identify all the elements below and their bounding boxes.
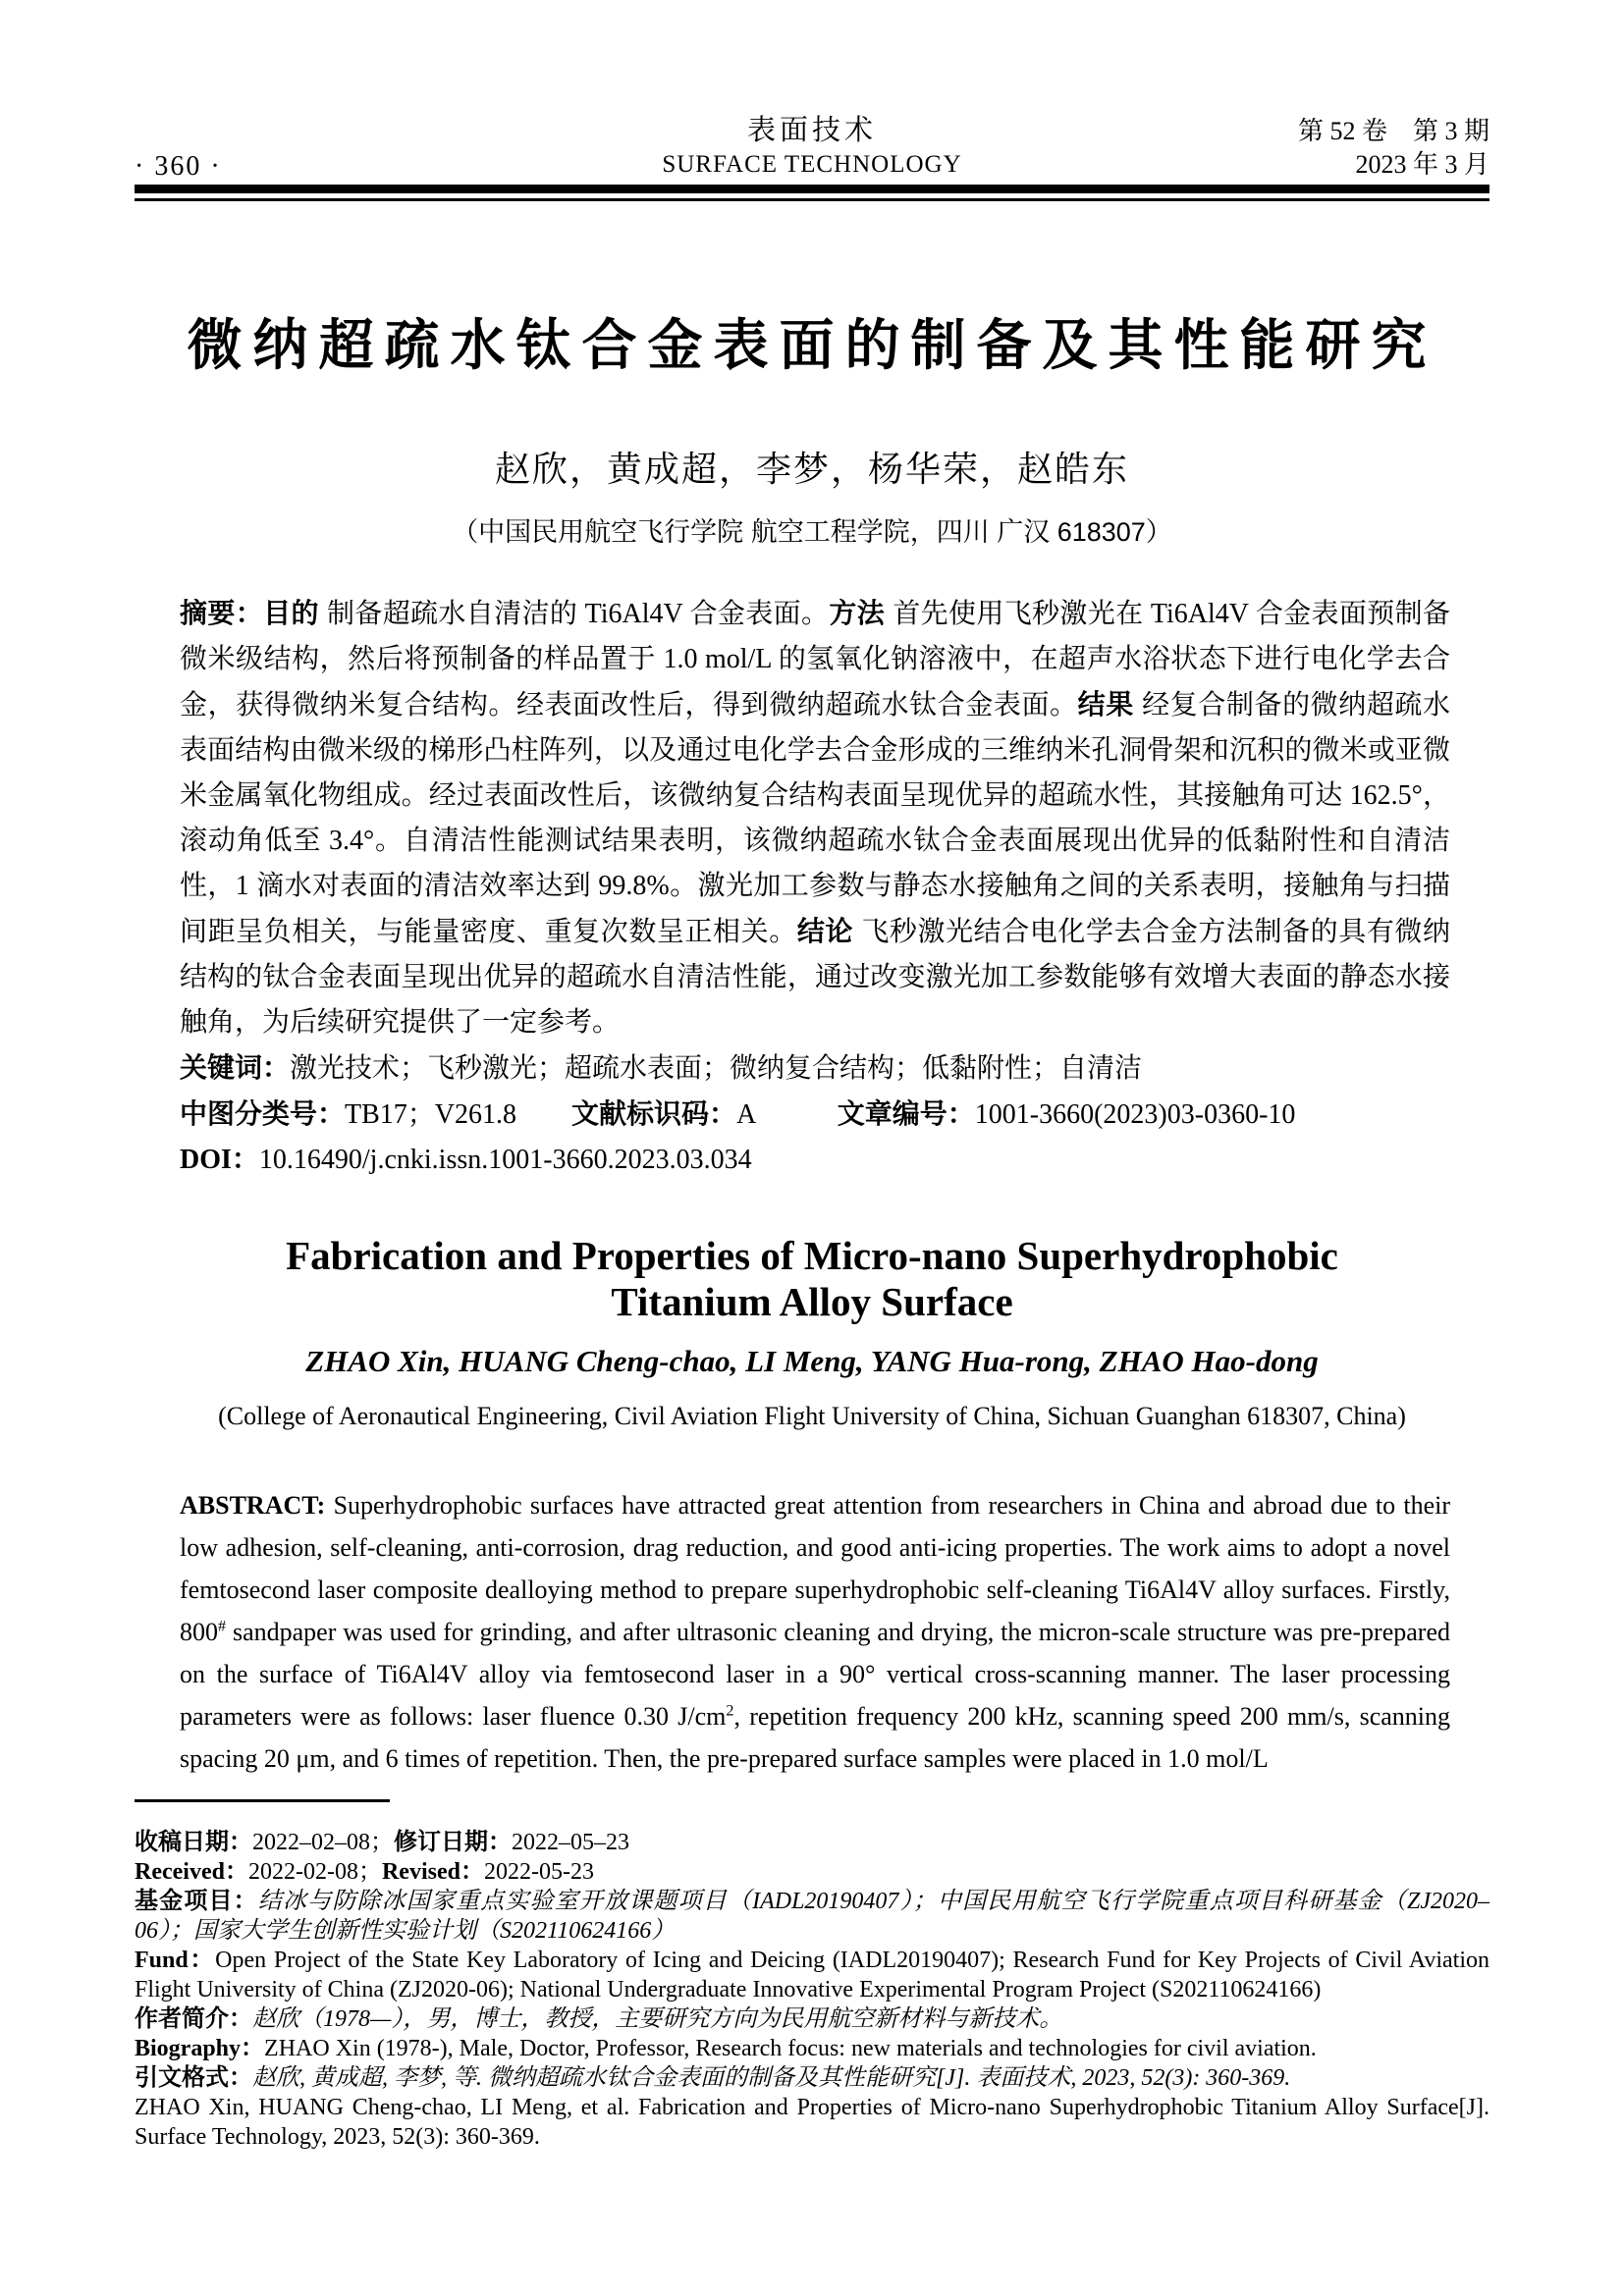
article-title-en-line1: Fabrication and Properties of Micro-nano Superhydrophobic <box>286 1233 1338 1278</box>
clc-line: 中图分类号：TB17；V261.8 文献标识码：A 文章编号：1001-3660(2023)03-0360-10 <box>180 1098 1296 1130</box>
abstract-cn: 摘要：目的 制备超疏水自清洁的 Ti6Al4V 合金表面。方法 首先使用飞秒激光在 Ti6Al4V 合金表面预制备微米级结构，然后将预制备的样品置于 1.0 mol/L 的氢氧化钠溶液中，在超声水浴状态下进行电化学去合金，获得微纳米复合结构。经表面改性后，得到微纳超疏水钛合金表面。结果 经复合制备的微纳超疏水表面结构由微米级的梯形凸柱阵列，以及通过电化学去合金形成的三维纳米孔洞骨架和沉积的微米或亚微米金属氧化物组成。经过表面改性后，该微纳复合结构表面呈现优异的超疏水性，其接触角可达 162.5°，滚动角低至 3.4°。自清洁性能测试结果表明，该微纳超疏水钛合金表面展现出优异的低黏附性和自清洁性，1 滴水对表面的清洁效率达到 99.8%。激光加工参数与静态水接触角之间的关系表明，接触角与扫描间距呈负相关，与能量密度、重复次数呈正相关。结论 飞秒激光结合电化学去合金方法制备的具有微纳结构的钛合金表面呈现出优异的超疏水自清洁性能，通过改变激光加工参数能够有效增大表面的静态水接触角，为后续研究提供了一定参考。 <box>180 598 1451 1038</box>
affiliation-cn: （中国民用航空飞行学院 航空工程学院，四川 广汉 618307） <box>452 517 1172 547</box>
fund-en: Fund：Open Project of the State Key Laboratory of Icing and Deicing (IADL20190407); Research Fund for Key Projects of Civil Aviation Flight University of China (ZJ2020-06); National Undergraduate Innovative Experimental Program Project (S202110624166) <box>135 1948 1489 2002</box>
biography-en: Biography：ZHAO Xin (1978-), Male, Doctor, Professor, Research focus: new materials and technologies for civil aviation. <box>135 2036 1317 2061</box>
biography-cn: 作者简介：赵欣（1978—），男，博士，教授，主要研究方向为民用航空新材料与新技术。 <box>135 2005 1063 2032</box>
received-dates-en: Received：2022-02-08；Revised：2022-05-23 <box>135 1859 594 1885</box>
issue-date: 2023 年 3 月 <box>1355 150 1489 179</box>
page-number: · 360 · <box>135 151 222 182</box>
running-head <box>135 114 1489 185</box>
fund-cn: 基金项目：结冰与防除冰国家重点实验室开放课题项目（IADL20190407）；中国民用航空飞行学院重点项目科研基金（ZJ2020–06）；国家大学生创新性实验计划（S202110624166） <box>135 1888 1489 1944</box>
affiliation-en: (College of Aeronautical Engineering, Civil Aviation Flight University of China, Sichuan Guanghan 618307, China) <box>218 1402 1406 1430</box>
authors-cn: 赵欣，黄成超，李梦，杨华荣，赵皓东 <box>494 449 1129 489</box>
volume-issue: 第 52 卷 第 3 期 <box>1297 117 1489 145</box>
abstract-en: ABSTRACT: Superhydrophobic surfaces have attracted great attention from researchers in China and abroad due to their low adhesion, self-cleaning, anti-corrosion, drag reduction, and good anti-icing properties. The work aims to adopt a novel femtosecond laser composite dealloying method to prepare superhydrophobic self-cleaning Ti6Al4V alloy surfaces. Firstly, 800# sandpaper was used for grinding, and after ultrasonic cleaning and drying, the micron-scale structure was pre-prepared on the surface of Ti6Al4V alloy via femtosecond laser in a 90° vertical cross-scanning manner. The laser processing parameters were as follows: laser fluence 0.30 $J/cm^2$, repetition frequency 200 kHz, scanning speed 200 mm/s, scanning spacing 20 μm, and 6 times of repetition. Then, the pre-prepared surface samples were placed in 1.0 mol/L <box>180 1491 1450 1773</box>
journal-title-cn: 表面技术 <box>746 115 877 146</box>
keywords-cn: 关键词：激光技术；飞秒激光；超疏水表面；微纳复合结构；低黏附性；自清洁 <box>180 1052 1143 1084</box>
journal-masthead <box>135 114 1489 182</box>
header-rule-thin <box>135 198 1489 201</box>
doi-line: DOI：10.16490/j.cnki.issn.1001-3660.2023.03.034 <box>180 1145 752 1175</box>
bottom-block <box>135 1484 1489 2152</box>
footnote-rule <box>135 1799 390 1802</box>
journal-title-en: SURFACE TECHNOLOGY <box>662 151 962 178</box>
issue-info <box>1298 114 1489 182</box>
footnote-block <box>135 1828 1489 2152</box>
received-dates-cn: 收稿日期：2022–02–08；修订日期：2022–05–23 <box>135 1829 629 1855</box>
authors-en: ZHAO Xin, HUANG Cheng-chao, LI Meng, YANG Hua-rong, ZHAO Hao-dong <box>305 1344 1319 1378</box>
citation-en: ZHAO Xin, HUANG Cheng-chao, LI Meng, et al. Fabrication and Properties of Micro-nano Superhydrophobic Titanium Alloy Surface[J]. Surface Technology, 2023, 52(3): 360-369. <box>135 2095 1489 2150</box>
abstract-block-cn <box>180 591 1450 1183</box>
article-title-en <box>135 1233 1489 1325</box>
citation-cn: 引文格式：赵欣, 黄成超, 李梦, 等. 微纳超疏水钛合金表面的制备及其性能研究[J]. 表面技术, 2023, 52(3): 360-369. <box>135 2064 1291 2091</box>
header-rule-thick <box>135 185 1489 193</box>
article-title-en-line2: Titanium Alloy Surface <box>611 1279 1013 1324</box>
article-title-cn: 微纳超疏水钛合金表面的制备及其性能研究 <box>187 314 1437 376</box>
